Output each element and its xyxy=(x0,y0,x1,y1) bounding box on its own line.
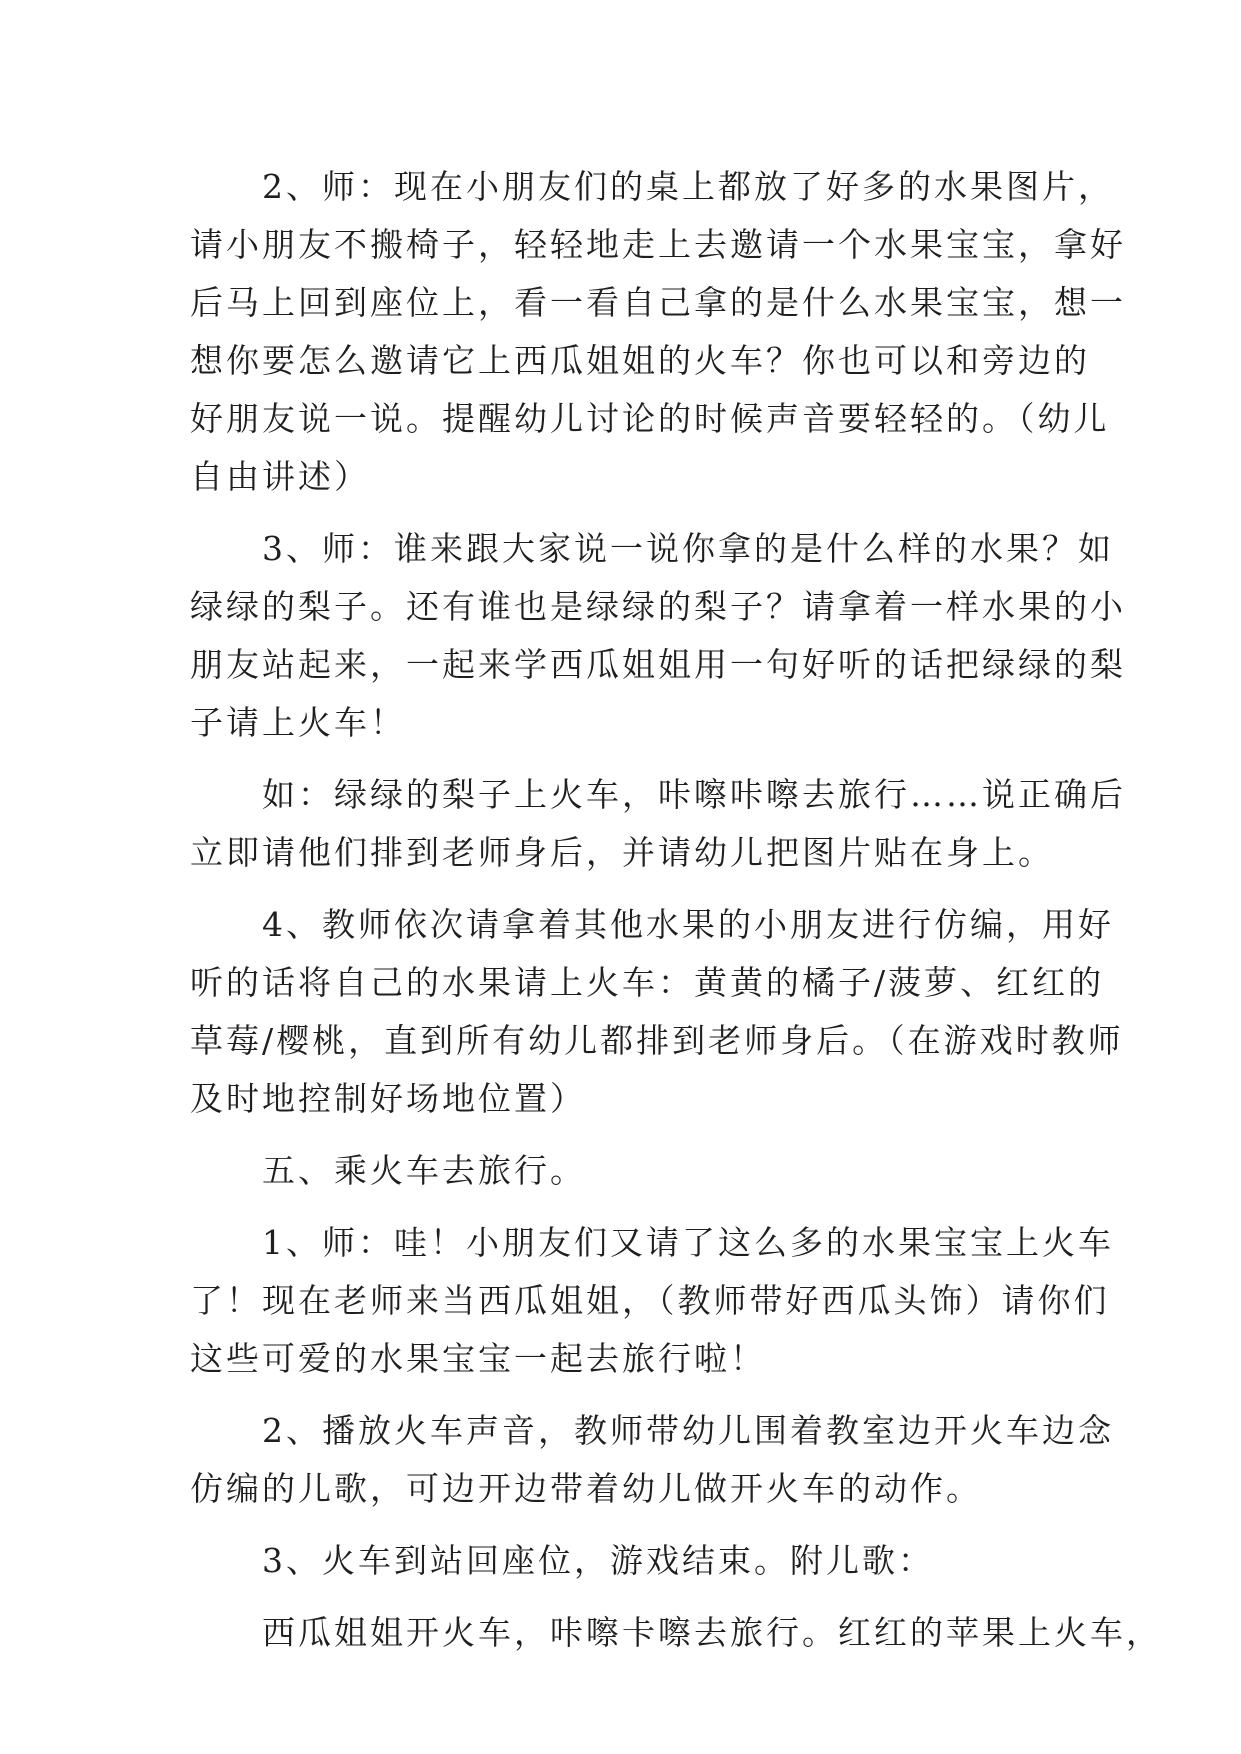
text-line: 仿编的儿歌，可边开边带着幼儿做开火车的动作。 xyxy=(190,1469,982,1508)
text-line: 这些可爱的水果宝宝一起去旅行啦！ xyxy=(190,1339,766,1378)
text-line: 朋友站起来，一起来学西瓜姐姐用一句好听的话把绿绿的梨 xyxy=(190,645,1126,684)
text-line: 绿绿的梨子。还有谁也是绿绿的梨子？请拿着一样水果的小 xyxy=(190,587,1126,626)
paragraph xyxy=(190,896,1124,1128)
text-line: 如：绿绿的梨子上火车，咔嚓咔嚓去旅行……说正确后 xyxy=(262,775,1126,814)
paragraph xyxy=(190,1532,1060,1590)
document-body xyxy=(190,158,1162,1662)
text-line: 草莓/樱桃，直到所有幼儿都排到老师身后。（在游戏时教师 xyxy=(190,1021,1124,1060)
text-line: 后马上回到座位上，看一看自己拿的是什么水果宝宝，想一 xyxy=(190,283,1126,322)
section-heading xyxy=(190,1142,1060,1200)
text-line: 3、火车到站回座位，游戏结束。附儿歌： xyxy=(262,1541,934,1580)
text-line: 4、教师依次请拿着其他水果的小朋友进行仿编，用好 xyxy=(262,905,1114,944)
text-line: 立即请他们排到老师身后，并请幼儿把图片贴在身上。 xyxy=(190,833,1054,872)
text-line: 好朋友说一说。提醒幼儿讨论的时候声音要轻轻的。（幼儿 xyxy=(190,399,1110,438)
text-line: 1、师：哇！小朋友们又请了这么多的水果宝宝上火车 xyxy=(262,1223,1114,1262)
text-line: 了！现在老师来当西瓜姐姐，（教师带好西瓜头饰）请你们 xyxy=(190,1281,1110,1320)
text-line: 请小朋友不搬椅子，轻轻地走上去邀请一个水果宝宝，拿好 xyxy=(190,225,1126,264)
text-line: 西瓜姐姐开火车，咔嚓卡嚓去旅行。红红的苹果上火车， xyxy=(262,1613,1162,1652)
paragraph xyxy=(190,520,1126,752)
text-line: 2、播放火车声音，教师带幼儿围着教室边开火车边念 xyxy=(262,1411,1114,1450)
text-line: 想你要怎么邀请它上西瓜姐姐的火车？你也可以和旁边的 xyxy=(190,341,1090,380)
text-line: 子请上火车！ xyxy=(190,703,406,742)
paragraph xyxy=(190,1214,1114,1388)
text-line: 听的话将自己的水果请上火车：黄黄的橘子/菠萝、红红的 xyxy=(190,963,1105,1002)
paragraph xyxy=(190,1604,1162,1662)
paragraph xyxy=(190,766,1126,882)
text-line: 2、师：现在小朋友们的桌上都放了好多的水果图片， xyxy=(262,167,1114,206)
text-line: 3、师：谁来跟大家说一说你拿的是什么样的水果？如 xyxy=(262,529,1114,568)
text-line: 自由讲述） xyxy=(190,457,370,496)
text-line: 五、乘火车去旅行。 xyxy=(262,1151,586,1190)
paragraph xyxy=(190,1402,1114,1518)
text-line: 及时地控制好场地位置） xyxy=(190,1079,586,1118)
paragraph xyxy=(190,158,1126,506)
